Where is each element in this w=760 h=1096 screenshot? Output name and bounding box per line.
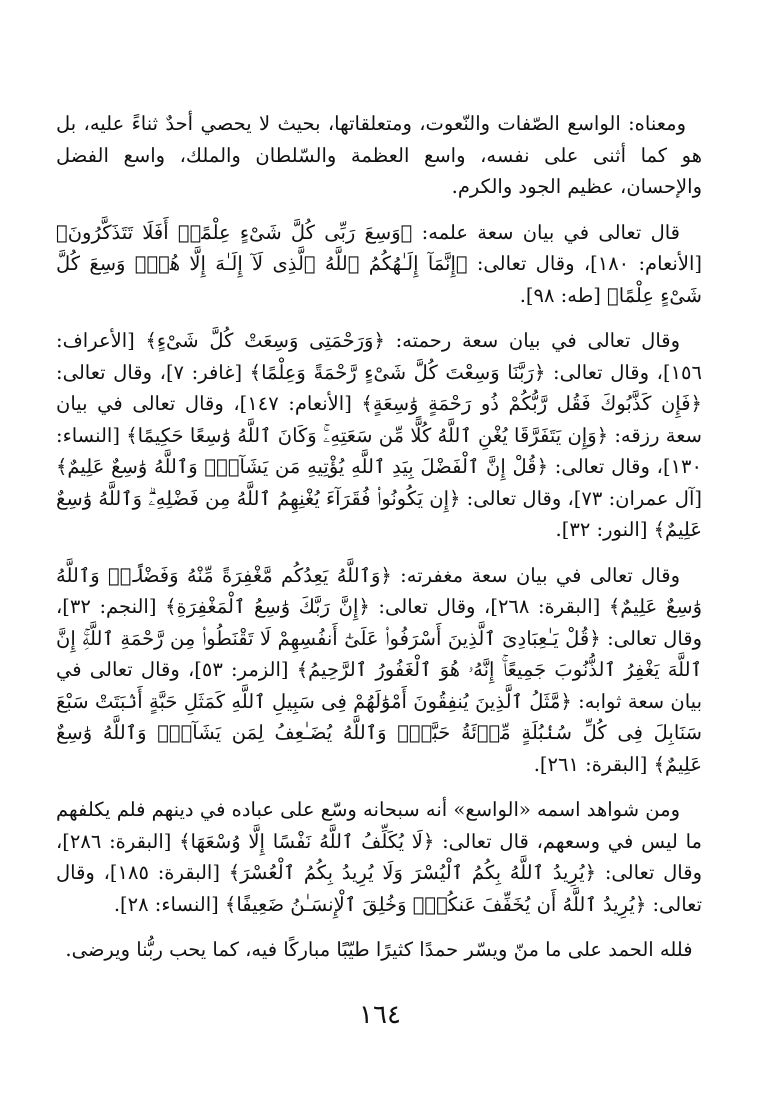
page-number: ١٦٤ <box>359 1000 401 1030</box>
paragraph-religion-ease: ومن شواهد اسمه «الواسع» أنه سبحانه وسّع على عباده في دينهم فلم يكلفهم ما ليس في وسعهم، قال تعالى: ﴿لَا يُكَلِّفُ ٱللَّهُ نَفْسًا إِلَّا وُسْعَهَا﴾ [البقرة: ٢٨٦]، وقال تعالى: ﴿يُرِيدُ ٱللَّهُ بِكُمُ ٱلْيُسْرَ وَلَا يُرِيدُ بِكُمُ ٱلْعُسْرَ﴾ [البقرة: ١٨٥]، وقال تعالى: ﴿يُرِيدُ ٱللَّهُ أَن يُخَفِّفَ عَنكُمْۚ وَخُلِقَ ٱلْإِنسَـٰنُ ضَعِيفًا﴾ [النساء: ٢٨]. <box>56 798 702 916</box>
paragraph-forgiveness-reward: وقال تعالى في بيان سعة مغفرته: ﴿وَٱللَّهُ يَعِدُكُم مَّغْفِرَةً مِّنْهُ وَفَضْلًاۗ وَٱللَّهُ وَٰسِعٌ عَلِيمٌ﴾ [البقرة: ٢٦٨]، وقال تعالى: ﴿إِنَّ رَبَّكَ وَٰسِعُ ٱلْمَغْفِرَةِ﴾ [النجم: ٣٢]، وقال تعالى: ﴿قُلْ يَـٰعِبَادِىَ ٱلَّذِينَ أَسْرَفُوا۟ عَلَىٰٓ أَنفُسِهِمْ لَا تَقْنَطُوا۟ مِن رَّحْمَةِ ٱللَّهِۚ إِنَّ ٱللَّهَ يَغْفِرُ ٱلذُّنُوبَ جَمِيعًاۚ إِنَّهُۥ هُوَ ٱلْغَفُورُ ٱلرَّحِيمُ﴾ [الزمر: ٥٣]، وقال تعالى في بيان سعة ثوابه: ﴿مَّثَلُ ٱلَّذِينَ يُنفِقُونَ أَمْوَٰلَهُمْ فِى سَبِيلِ ٱللَّهِ كَمَثَلِ حَبَّةٍ أَنۢبَتَتْ سَبْعَ سَنَابِلَ فِى كُلِّ سُنۢبُلَةٍ مِّا۟ئَةُ حَبَّةٍۗ وَٱللَّهُ يُضَـٰعِفُ لِمَن يَشَآءُۗ وَٱللَّهُ وَٰسِعٌ عَلِيمٌ﴾ [البقرة: ٢٦١]. <box>56 563 703 776</box>
paragraph-closing-praise: فلله الحمد على ما منّ ويسّر حمدًا كثيرًا طيّبًا مباركًا فيه، كما يحب ربُّنا ويرضى. <box>65 938 693 961</box>
body-text <box>56 108 702 980</box>
paragraph-meaning: ومعناه: الواسع الصّفات والنّعوت، ومتعلقاتها، بحيث لا يحصي أحدٌ ثناءً عليه، بل هو كما أثنى على نفسه، واسع العظمة والسّلطان والملك، واسع الفضل والإحسان، عظيم الجود والكرم. <box>56 112 702 198</box>
paragraph-knowledge: قال تعالى في بيان سعة علمه: ﴿وَسِعَ رَبِّى كُلَّ شَىْءٍ عِلْمًاۗ أَفَلَا تَتَذَكَّرُونَ﴾ [الأنعام: ١٨٠]، وقال تعالى: ﴿إِنَّمَآ إِلَـٰهُكُمُ ٱللَّهُ ٱلَّذِى لَآ إِلَـٰهَ إِلَّا هُوَۚ وَسِعَ كُلَّ شَىْءٍ عِلْمًا﴾ [طه: ٩٨]. <box>56 220 703 307</box>
paragraph-mercy-provision: وقال تعالى في بيان سعة رحمته: ﴿وَرَحْمَتِى وَسِعَتْ كُلَّ شَىْءٍ﴾ [الأعراف: ١٥٦]، وقال تعالى: ﴿رَبَّنَا وَسِعْتَ كُلَّ شَىْءٍ رَّحْمَةً وَعِلْمًا﴾ [غافر: ٧]، وقال تعالى: ﴿فَإِن كَذَّبُوكَ فَقُل رَّبُّكُمْ ذُو رَحْمَةٍ وَٰسِعَةٍ﴾ [الأنعام: ١٤٧]، وقال تعالى في بيان سعة رزقه: ﴿وَإِن يَتَفَرَّقَا يُغْنِ ٱللَّهُ كُلًّا مِّن سَعَتِهِۦۚ وَكَانَ ٱللَّهُ وَٰسِعًا حَكِيمًا﴾ [النساء: ١٣٠]، وقال تعالى: ﴿قُلْ إِنَّ ٱلْفَضْلَ بِيَدِ ٱللَّهِ يُؤْتِيهِ مَن يَشَآءُۗ وَٱللَّهُ وَٰسِعٌ عَلِيمٌ﴾ [آل عمران: ٧٣]، وقال تعالى: ﴿إِن يَكُونُوا۟ فُقَرَآءَ يُغْنِهِمُ ٱللَّهُ مِن فَضْلِهِۦۗ وَٱللَّهُ وَٰسِعٌ عَلِيمٌ﴾ [النور: ٣٢]. <box>56 329 702 541</box>
